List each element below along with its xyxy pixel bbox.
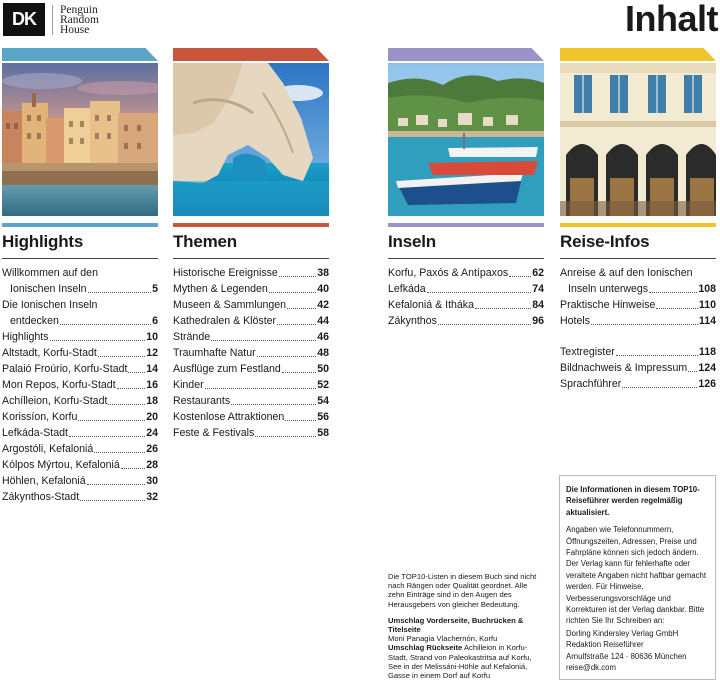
logo-divider bbox=[52, 5, 53, 35]
toc-entry[interactable] bbox=[560, 360, 716, 376]
toc-page-number: 26 bbox=[146, 443, 158, 455]
section-heading: Highlights bbox=[2, 232, 84, 251]
leader-dots bbox=[277, 324, 316, 325]
front-cover-label: Umschlag Vorderseite, Buchrücken & Titelseite bbox=[388, 615, 524, 635]
toc-list bbox=[388, 265, 544, 329]
leader-dots bbox=[231, 404, 316, 405]
leader-dots bbox=[88, 292, 152, 293]
toc-entry[interactable] bbox=[388, 281, 544, 297]
leader-dots bbox=[80, 500, 145, 501]
toc-entry-title: Korfu, Paxós & Antípaxos bbox=[388, 267, 509, 279]
photo-blue-caves bbox=[173, 63, 329, 216]
toc-entry-title: Achílleion, Korfu-Stadt bbox=[2, 395, 108, 407]
toc-page-number: 96 bbox=[532, 315, 544, 327]
toc-entry-title-cont: Ionischen Inseln bbox=[10, 283, 87, 295]
section-rule bbox=[2, 223, 158, 227]
publisher-line: Penguin bbox=[60, 3, 98, 16]
leader-dots bbox=[78, 420, 145, 421]
toc-entry[interactable] bbox=[173, 377, 329, 393]
front-cover-text: Moni Panagia Vlachernón, Korfu bbox=[388, 634, 498, 644]
toc-entry-title: Anreise & auf den Ionischen bbox=[560, 267, 693, 279]
toc-page-number: 124 bbox=[698, 362, 716, 374]
section-rule bbox=[388, 223, 544, 227]
leader-dots bbox=[282, 372, 316, 373]
toc-page-number: 6 bbox=[152, 315, 158, 327]
leader-dots bbox=[128, 372, 145, 373]
toc-page-number: 5 bbox=[152, 283, 158, 295]
section-themen bbox=[173, 48, 329, 441]
toc-page-number: 18 bbox=[146, 395, 158, 407]
toc-entry[interactable] bbox=[173, 409, 329, 425]
back-cover-text: Achilleion in Korfu-Stadt, Strand von Paleokastritsa auf Korfu, See in der Melissáni-Höhle auf Kefaloniá, Gasse in einem Dorf auf Korfu bbox=[388, 643, 532, 681]
toc-entry[interactable] bbox=[560, 297, 716, 313]
toc-entry[interactable] bbox=[2, 329, 158, 345]
toc-entry[interactable] bbox=[388, 297, 544, 313]
toc-entry[interactable] bbox=[560, 344, 716, 360]
toc-list bbox=[2, 265, 158, 505]
photo-arcade-building bbox=[560, 63, 716, 216]
top10-note: Die TOP10-Listen in diesem Buch sind nicht nach Rängen oder Qualität geordnet. Alle zehn Einträge sind in den Augen des Herausgebers von gleicher Bedeutung. bbox=[388, 572, 537, 609]
section-rule bbox=[173, 223, 329, 227]
toc-list bbox=[560, 265, 716, 392]
toc-entry[interactable] bbox=[560, 313, 716, 329]
heading-divider bbox=[560, 258, 716, 259]
toc-entry[interactable] bbox=[2, 409, 158, 425]
section-color-bar bbox=[560, 48, 716, 61]
toc-entry[interactable] bbox=[173, 329, 329, 345]
toc-entry-title: Restaurants bbox=[173, 395, 231, 407]
toc-page-number: 74 bbox=[532, 283, 544, 295]
page-title: Inhalt bbox=[625, 0, 718, 39]
toc-entry-title: Kefaloniá & Itháka bbox=[388, 299, 474, 311]
toc-entry[interactable] bbox=[560, 265, 716, 297]
toc-page-number: 16 bbox=[146, 379, 158, 391]
leader-dots bbox=[269, 292, 316, 293]
leader-dots bbox=[622, 387, 697, 388]
leader-dots bbox=[616, 355, 698, 356]
toc-entry-title: Textregister bbox=[560, 346, 615, 358]
toc-entry[interactable] bbox=[173, 281, 329, 297]
toc-entry-title: Bildnachweis & Impressum bbox=[560, 362, 688, 374]
toc-page-number: 24 bbox=[146, 427, 158, 439]
penguin-random-house-wordmark bbox=[60, 5, 99, 35]
toc-entry-title: Argostóli, Kefaloniá bbox=[2, 443, 94, 455]
toc-entry[interactable] bbox=[388, 265, 544, 281]
toc-page-number: 32 bbox=[146, 491, 158, 503]
photo-corfu-old-town bbox=[2, 63, 158, 216]
toc-entry[interactable] bbox=[2, 265, 158, 297]
leader-dots bbox=[60, 324, 151, 325]
toc-entry-title-cont: Inseln unterwegs bbox=[568, 283, 649, 295]
contact-email[interactable]: reise@dk.com bbox=[566, 663, 616, 673]
section-inseln bbox=[388, 48, 544, 329]
toc-page-number: 42 bbox=[317, 299, 329, 311]
section-heading: Inseln bbox=[388, 232, 436, 251]
leader-dots bbox=[257, 356, 317, 357]
toc-page-number: 40 bbox=[317, 283, 329, 295]
section-color-bar bbox=[173, 48, 329, 61]
leader-dots bbox=[656, 308, 698, 309]
toc-entry[interactable] bbox=[2, 345, 158, 361]
toc-entry-title: Museen & Sammlungen bbox=[173, 299, 287, 311]
info-box-headline: Die Informationen in diesem TOP10-Reiseführer werden regelmäßig aktualisiert. bbox=[566, 485, 700, 517]
toc-entry-title: Höhlen, Kefaloniá bbox=[2, 475, 86, 487]
toc-page-number: 58 bbox=[317, 427, 329, 439]
corfu-old-town-image bbox=[2, 63, 158, 216]
section-heading: Reise-Infos bbox=[560, 232, 650, 251]
leader-dots bbox=[94, 452, 145, 453]
toc-entry-title: Mon Repos, Korfu-Stadt bbox=[2, 379, 116, 391]
toc-page-number: 54 bbox=[317, 395, 329, 407]
back-cover-label: Umschlag Rückseite bbox=[388, 643, 463, 653]
leader-dots bbox=[50, 340, 146, 341]
blue-caves-image bbox=[173, 63, 329, 216]
toc-entry-title: Zákynthos-Stadt bbox=[2, 491, 80, 503]
toc-entry-title: Sprachführer bbox=[560, 378, 622, 390]
toc-list bbox=[173, 265, 329, 441]
toc-page-number: 46 bbox=[317, 331, 329, 343]
toc-entry[interactable] bbox=[2, 489, 158, 505]
leader-dots bbox=[438, 324, 531, 325]
section-highlights bbox=[2, 48, 158, 505]
address-line: Redaktion Reiseführer bbox=[566, 640, 644, 650]
toc-page-number: 84 bbox=[532, 299, 544, 311]
toc-page-number: 108 bbox=[698, 283, 716, 295]
toc-entry[interactable] bbox=[2, 377, 158, 393]
toc-entry-title: Kathedralen & Klöster bbox=[173, 315, 277, 327]
leader-dots bbox=[121, 468, 145, 469]
info-box-body: Angaben wie Telefonnummern, Öffnungszeiten, Adressen, Preise und Fahrpläne können sich jedoch ändern. Der Verlag kann für fehlerhafte oder veraltete Angaben nicht haftbar gemacht werden. Für Hinweise, Verbesserungsvorschläge und Korrekturen ist der Verlag dankbar. Bitte richten Sie Ihr Schreiben an: bbox=[566, 525, 707, 626]
toc-entry-title: Praktische Hinweise bbox=[560, 299, 656, 311]
toc-entry-title: Traumhafte Natur bbox=[173, 347, 256, 359]
heading-divider bbox=[2, 258, 158, 259]
heading-divider bbox=[173, 258, 329, 259]
leader-dots bbox=[108, 404, 145, 405]
toc-page-number: 44 bbox=[317, 315, 329, 327]
leader-dots bbox=[427, 292, 532, 293]
toc-page-number: 12 bbox=[146, 347, 158, 359]
leader-dots bbox=[205, 388, 317, 389]
publisher-line: House bbox=[60, 23, 90, 36]
toc-entry[interactable] bbox=[2, 393, 158, 409]
toc-entry-title: Lefkáda bbox=[388, 283, 426, 295]
section-reise-infos bbox=[560, 48, 716, 392]
toc-page-number: 56 bbox=[317, 411, 329, 423]
toc-entry-title: Ausflüge zum Festland bbox=[173, 363, 281, 375]
leader-dots bbox=[688, 371, 697, 372]
toc-entry[interactable] bbox=[173, 393, 329, 409]
toc-entry[interactable] bbox=[173, 361, 329, 377]
address-line: Dorling Kindersley Verlag GmbH bbox=[566, 628, 679, 638]
toc-entry[interactable] bbox=[560, 376, 716, 392]
leader-dots bbox=[87, 484, 146, 485]
arcade-building-image bbox=[560, 63, 716, 216]
toc-entry[interactable] bbox=[2, 473, 158, 489]
toc-entry-title: Strände bbox=[173, 331, 211, 343]
leader-dots bbox=[287, 308, 316, 309]
toc-page-number: 30 bbox=[146, 475, 158, 487]
toc-page-number: 52 bbox=[317, 379, 329, 391]
publisher-line: Random bbox=[60, 13, 99, 26]
dk-logo-mark: DK bbox=[3, 3, 45, 36]
toc-page-number: 10 bbox=[146, 331, 158, 343]
leader-dots bbox=[279, 276, 316, 277]
toc-page-number: 126 bbox=[698, 378, 716, 390]
toc-page-number: 38 bbox=[317, 267, 329, 279]
toc-entry-title: Korissíon, Korfu bbox=[2, 411, 78, 423]
toc-page-number: 50 bbox=[317, 363, 329, 375]
leader-dots bbox=[509, 276, 531, 277]
section-color-bar bbox=[2, 48, 158, 61]
toc-page-number: 110 bbox=[698, 299, 716, 311]
toc-page-number: 114 bbox=[698, 315, 716, 327]
toc-entry[interactable] bbox=[2, 425, 158, 441]
cover-credits bbox=[388, 572, 540, 680]
toc-entry-title: Hotels bbox=[560, 315, 591, 327]
toc-entry[interactable] bbox=[173, 313, 329, 329]
toc-entry[interactable] bbox=[388, 313, 544, 329]
toc-page-number: 118 bbox=[698, 346, 716, 358]
leader-dots bbox=[117, 388, 146, 389]
leader-dots bbox=[649, 292, 697, 293]
toc-entry[interactable] bbox=[2, 457, 158, 473]
leader-dots bbox=[69, 436, 145, 437]
leader-dots bbox=[285, 420, 316, 421]
toc-entry[interactable] bbox=[173, 425, 329, 441]
photo-harbour bbox=[388, 63, 544, 216]
toc-entry-title: Altstadt, Korfu-Stadt bbox=[2, 347, 97, 359]
toc-page-number: 62 bbox=[532, 267, 544, 279]
toc-entry-title: Lefkáda-Stadt bbox=[2, 427, 68, 439]
toc-entry[interactable] bbox=[173, 345, 329, 361]
leader-dots bbox=[98, 356, 145, 357]
leader-dots bbox=[591, 324, 698, 325]
leader-dots bbox=[475, 308, 531, 309]
toc-entry-title: Kinder bbox=[173, 379, 204, 391]
leader-dots bbox=[211, 340, 316, 341]
toc-page-number: 14 bbox=[146, 363, 158, 375]
toc-entry[interactable] bbox=[173, 297, 329, 313]
toc-entry-title: Kólpos Mýrtou, Kefaloniá bbox=[2, 459, 120, 471]
heading-divider bbox=[388, 258, 544, 259]
section-heading: Themen bbox=[173, 232, 237, 251]
update-info-box bbox=[559, 475, 716, 680]
toc-page-number: 48 bbox=[317, 347, 329, 359]
toc-entry-title: Kostenlose Attraktionen bbox=[173, 411, 285, 423]
publisher-logo bbox=[3, 3, 99, 36]
section-rule bbox=[560, 223, 716, 227]
toc-entry[interactable] bbox=[2, 361, 158, 377]
toc-page-number: 28 bbox=[146, 459, 158, 471]
toc-entry-title: Die Ionischen Inseln bbox=[2, 299, 98, 311]
leader-dots bbox=[255, 436, 316, 437]
toc-entry-title: Highlights bbox=[2, 331, 49, 343]
section-color-bar bbox=[388, 48, 544, 61]
toc-entry-title: Feste & Festivals bbox=[173, 427, 255, 439]
toc-entry[interactable] bbox=[2, 441, 158, 457]
harbour-image bbox=[388, 63, 544, 216]
toc-entry[interactable] bbox=[2, 297, 158, 329]
address-line: Arnulfstraße 124 · 80636 München bbox=[566, 651, 687, 661]
toc-entry-title: Historische Ereignisse bbox=[173, 267, 278, 279]
toc-entry-title-cont: entdecken bbox=[10, 315, 59, 327]
toc-page-number: 20 bbox=[146, 411, 158, 423]
toc-entry-title: Zákynthos bbox=[388, 315, 437, 327]
toc-entry-title: Willkommen auf den bbox=[2, 267, 98, 279]
toc-entry-title: Palaió Froúrio, Korfu-Stadt bbox=[2, 363, 128, 375]
toc-entry-title: Mythen & Legenden bbox=[173, 283, 268, 295]
toc-entry[interactable] bbox=[173, 265, 329, 281]
